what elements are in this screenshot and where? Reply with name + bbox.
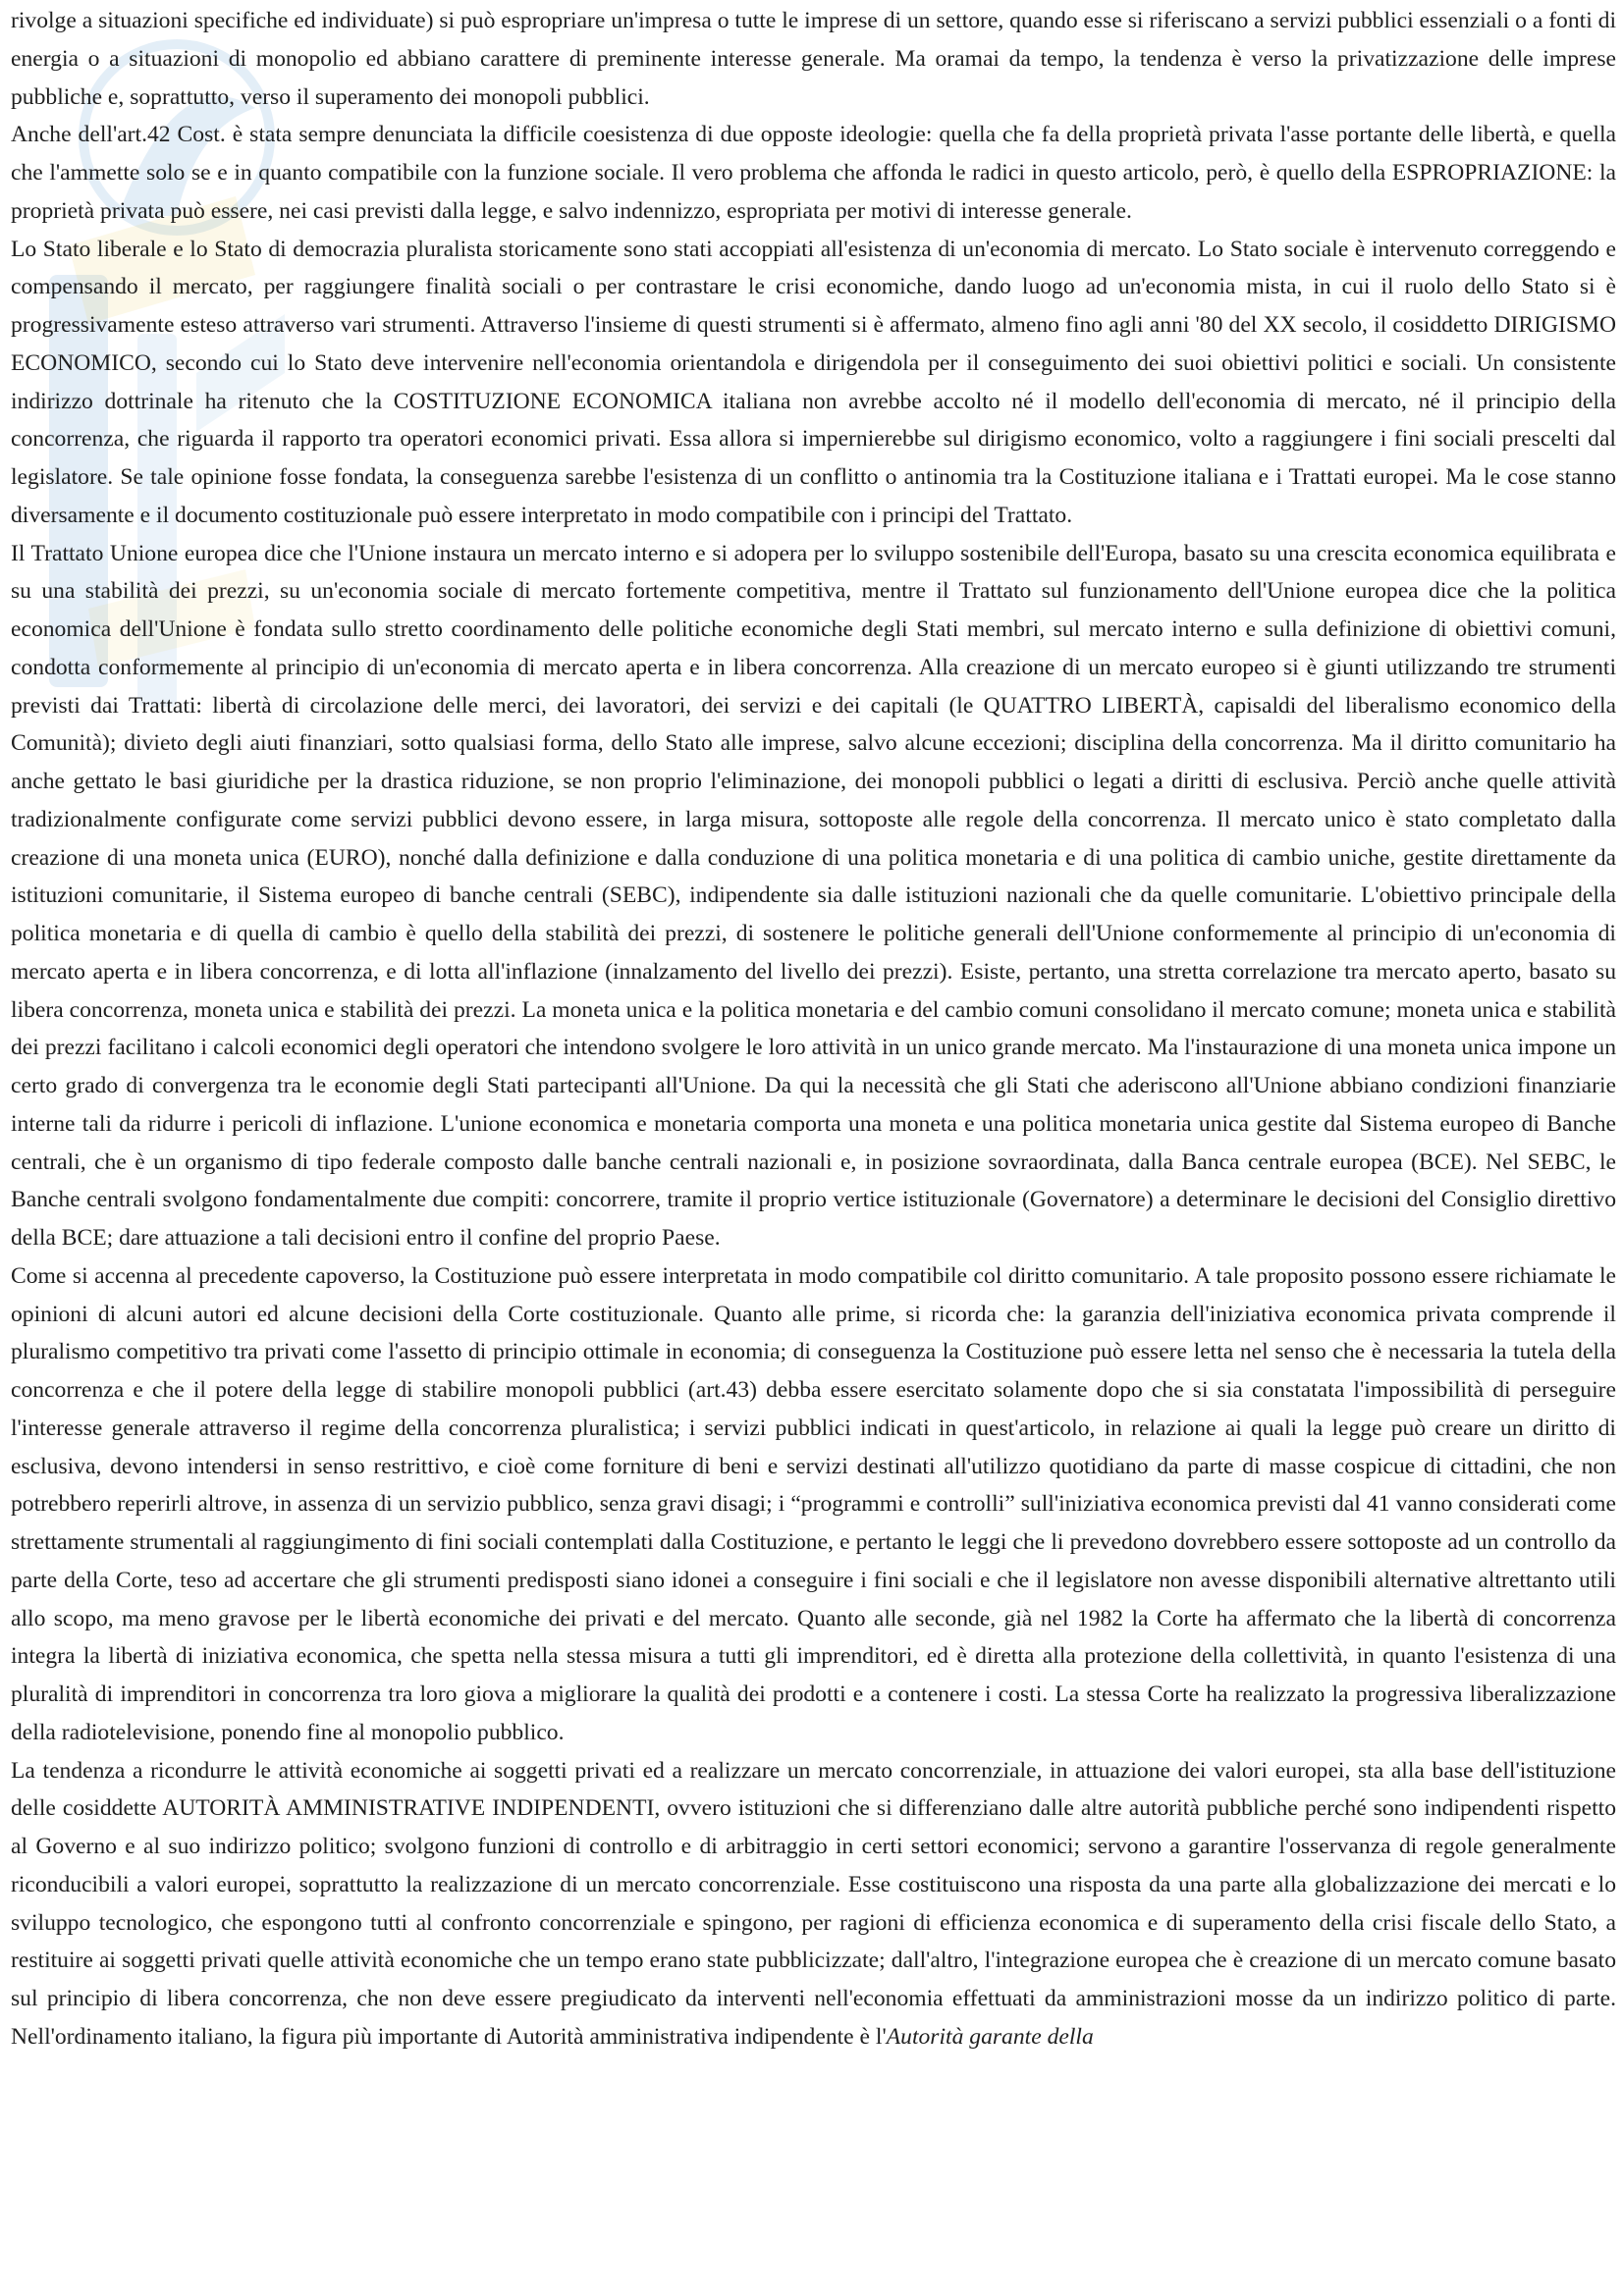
italic-text: Autorità garante della — [886, 2023, 1094, 2050]
paragraph-text: Il Trattato Unione europea dice che l'Unione instaura un mercato interno e si adopera per lo sviluppo sostenibile dell'Europa, basato su una crescita economica equilibrata e su una stabilità dei prezzi, su un'economia sociale di mercato fortemente competitiva, mentre il Trattato sul funzionamento dell'Unione europea dice che la politica economica dell'Unione è fondata sullo stretto coordinamento delle politiche economiche degli Stati membri, sul mercato interno e sulla definizione di obiettivi comuni, condotta conformemente al principio di un'economia di mercato aperta e in libera concorrenza. Alla creazione di un mercato europeo si è giunti utilizzando tre strumenti previsti dai Trattati: libertà di circolazione delle merci, dei lavoratori, dei servizi e dei capitali (le QUATTRO LIBERTÀ, capisaldi del liberalismo economico della Comunità); divieto degli aiuti finanziari, sotto qualsiasi forma, dello Stato alle imprese, salvo alcune eccezioni; disciplina della concorrenza. Ma il diritto comunitario ha anche gettato le basi giuridiche per la drastica riduzione, se non proprio l'eliminazione, dei monopoli pubblici o legati a diritti di esclusiva. Perciò anche quelle attività tradizionalmente configurate come servizi pubblici devono essere, in larga misura, sottoposte alle regole della concorrenza. Il mercato unico è stato completato dalla creazione di una moneta unica (EURO), nonché dalla definizione e dalla conduzione di una politica monetaria e di una politica di cambio uniche, gestite direttamente da istituzioni comunitarie, il Sistema europeo di banche centrali (SEBC), indipendente sia dalle istituzioni nazionali che da quelle comunitarie. L'obiettivo principale della politica monetaria e di quella di cambio è quello della stabilità dei prezzi, di sostenere le politiche generali dell'Unione conformemente al principio di un'economia di mercato aperta e in libera concorrenza, e di lotta all'inflazione (innalzamento del livello dei prezzi). Esiste, pertanto, una stretta correlazione tra mercato aperto, basato su libera concorrenza, moneta unica e stabilità dei prezzi. La moneta unica e la politica monetaria e del cambio comuni consolidano il mercato comune; moneta unica e stabilità dei prezzi facilitano i calcoli economici degli operatori che intendono svolgere le loro attività in un unico grande mercato. Ma l'instaurazione di una moneta unica impone un certo grado di convergenza tra le economie degli Stati partecipanti all'Unione. Da qui la necessità che gli Stati che aderiscono all'Unione abbiano condizioni finanziarie interne tali da ridurre i pericoli di inflazione. L'unione economica e monetaria comporta una moneta e una politica monetaria unica gestite dal Sistema europeo di Banche centrali, che è un organismo di tipo federale composto dalle banche centrali nazionali e, in posizione sovraordinata, dalla Banca centrale europea (BCE). Nel SEBC, le Banche centrali svolgono fondamentalmente due compiti: concorrere, tramite il proprio vertice istituzionale (Governatore) a determinare le decisioni del Consiglio direttivo della BCE; dare attuazione a tali decisioni entro il confine del proprio Paese. — [11, 540, 1616, 1251]
paragraph — [11, 231, 1616, 535]
paragraph-text: Come si accenna al precedente capoverso, la Costituzione può essere interpretata in modo compatibile col diritto comunitario. A tale proposito possono essere richiamate le opinioni di alcuni autori ed alcune decisioni della Corte costituzionale. Quanto alle prime, si ricorda che: la garanzia dell'iniziativa economica privata comprende il pluralismo competitivo tra privati come l'assetto di principio ottimale in economia; di conseguenza la Costituzione può essere letta nel senso che è necessaria la tutela della concorrenza e che il potere della legge di stabilire monopoli pubblici (art.43) debba essere esercitato solamente dopo che si sia constatata l'impossibilità di perseguire l'interesse generale attraverso il regime della concorrenza pluralistica; i servizi pubblici indicati in quest'articolo, in relazione ai quali la legge può creare un diritto di esclusiva, devono intendersi in senso restrittivo, e cioè come forniture di beni e servizi destinati all'utilizzo quotidiano da parte di masse cospicue di cittadini, che non potrebbero reperirli altrove, in assenza di un servizio pubblico, senza gravi disagi; i “programmi e controlli” sull'iniziativa economica previsti dal 41 vanno considerati come strettamente strumentali al raggiungimento di fini sociali contemplati dalla Costituzione, e pertanto le leggi che li prevedono dovrebbero essere sottoposte ad un controllo da parte della Corte, teso ad accertare che gli strumenti predisposti siano idonei a conseguire i fini sociali e che il legislatore non avesse disponibili alternative altrettanto utili allo scopo, ma meno gravose per le libertà economiche dei privati e del mercato. Quanto alle seconde, già nel 1982 la Corte ha affermato che la libertà di concorrenza integra la libertà di iniziativa economica, che spetta nella stessa misura a tutti gli imprenditori, ed è diretta alla protezione della collettività, in quanto l'esistenza di una pluralità di imprenditori in concorrenza tra loro giova a migliorare la qualità dei prodotti e a contenere i costi. La stessa Corte ha realizzato la progressiva liberalizzazione della radiotelevisione, ponendo fine al monopolio pubblico. — [11, 1262, 1616, 1745]
paragraph-text: Anche dell'art.42 Cost. è stata sempre denunciata la difficile coesistenza di due opposte ideologie: quella che fa della proprietà privata l'asse portante delle libertà, e quella che l'ammette solo se e in quanto compatibile con la funzione sociale. Il vero problema che affonda le radici in questo articolo, però, è quello della ESPROPRIAZIONE: la proprietà privata può essere, nei casi previsti dalla legge, e salvo indennizzo, espropriata per motivi di interesse generale. — [11, 122, 1616, 224]
paragraph-text: rivolge a situazioni specifiche ed individuate) si può espropriare un'impresa o tutte le imprese di un settore, quando esse si riferiscano a servizi pubblici essenziali o a fonti di energia o a situazioni di monopolio ed abbiano carattere di preminente interesse generale. Ma oramai da tempo, la tendenza è verso la privatizzazione delle imprese pubbliche e, soprattutto, verso il superamento dei monopoli pubblici. — [11, 8, 1617, 110]
paragraph-text: Lo Stato liberale e lo Stato di democrazia pluralista storicamente sono stati accoppiati all'esistenza di un'economia di mercato. Lo Stato sociale è intervenuto correggendo e compensando il mercato, per raggiungere finalità sociali o per contrastare le crisi economiche, dando luogo ad un'economia mista, in cui il ruolo dello Stato si è progressivamente esteso attraverso vari strumenti. Attraverso l'insieme di questi strumenti si è affermato, almeno fino agli anni '80 del XX secolo, il cosiddetto DIRIGISMO ECONOMICO, secondo cui lo Stato deve intervenire nell'economia orientandola e dirigendola per il conseguimento dei suoi obiettivi politici e sociali. Un consistente indirizzo dottrinale ha ritenuto che la COSTITUZIONE ECONOMICA italiana non avrebbe accolto né il modello dell'economia di mercato, né il principio della concorrenza, che riguarda il rapporto tra operatori economici privati. Essa allora si impernierebbe sul dirigismo economico, volto a raggiungere i fini sociali prescelti dal legislatore. Se tale opinione fosse fondata, la conseguenza sarebbe l'esistenza di un conflitto o antinomia tra la Costituzione italiana e i Trattati europei. Ma le cose stanno diversamente e il documento costituzionale può essere interpretato in modo compatibile con i principi del Trattato. — [11, 236, 1616, 528]
paragraph — [11, 1257, 1616, 1752]
paragraph — [11, 1752, 1616, 2056]
document-body — [11, 2, 1616, 2056]
paragraph — [11, 535, 1616, 1257]
paragraph-text: La tendenza a ricondurre le attività economiche ai soggetti privati ed a realizzare un mercato concorrenziale, in attuazione dei valori europei, sta alla base dell'istituzione delle cosiddette AUTORITÀ AMMINISTRATIVE INDIPENDENTI, ovvero istituzioni che si differenziano dalle altre autorità pubbliche perché sono indipendenti rispetto al Governo e al suo indirizzo politico; svolgono funzioni di controllo e di arbitraggio in certi settori economici; servono a garantire l'osservanza di regole generalmente riconducibili a valori europei, soprattutto la realizzazione di un mercato concorrenziale. Esse costituiscono una risposta da una parte alla globalizzazione dei mercati e lo sviluppo tecnologico, che espongono tutti al confronto concorrenziale e spingono, per ragioni di efficienza economica e di superamento della crisi fiscale dello Stato, a restituire ai soggetti privati quelle attività economiche che un tempo erano state pubblicizzate; dall'altro, l'integrazione europea che è creazione di un mercato comune basato sul principio di libera concorrenza, che non deve essere pregiudicato da interventi nell'economia effettuati da amministrazioni mosse da un indirizzo politico di parte. Nell'ordinamento italiano, la figura più importante di Autorità amministrativa indipendente è l' — [11, 1757, 1616, 2050]
paragraph — [11, 2, 1616, 116]
paragraph — [11, 116, 1616, 230]
